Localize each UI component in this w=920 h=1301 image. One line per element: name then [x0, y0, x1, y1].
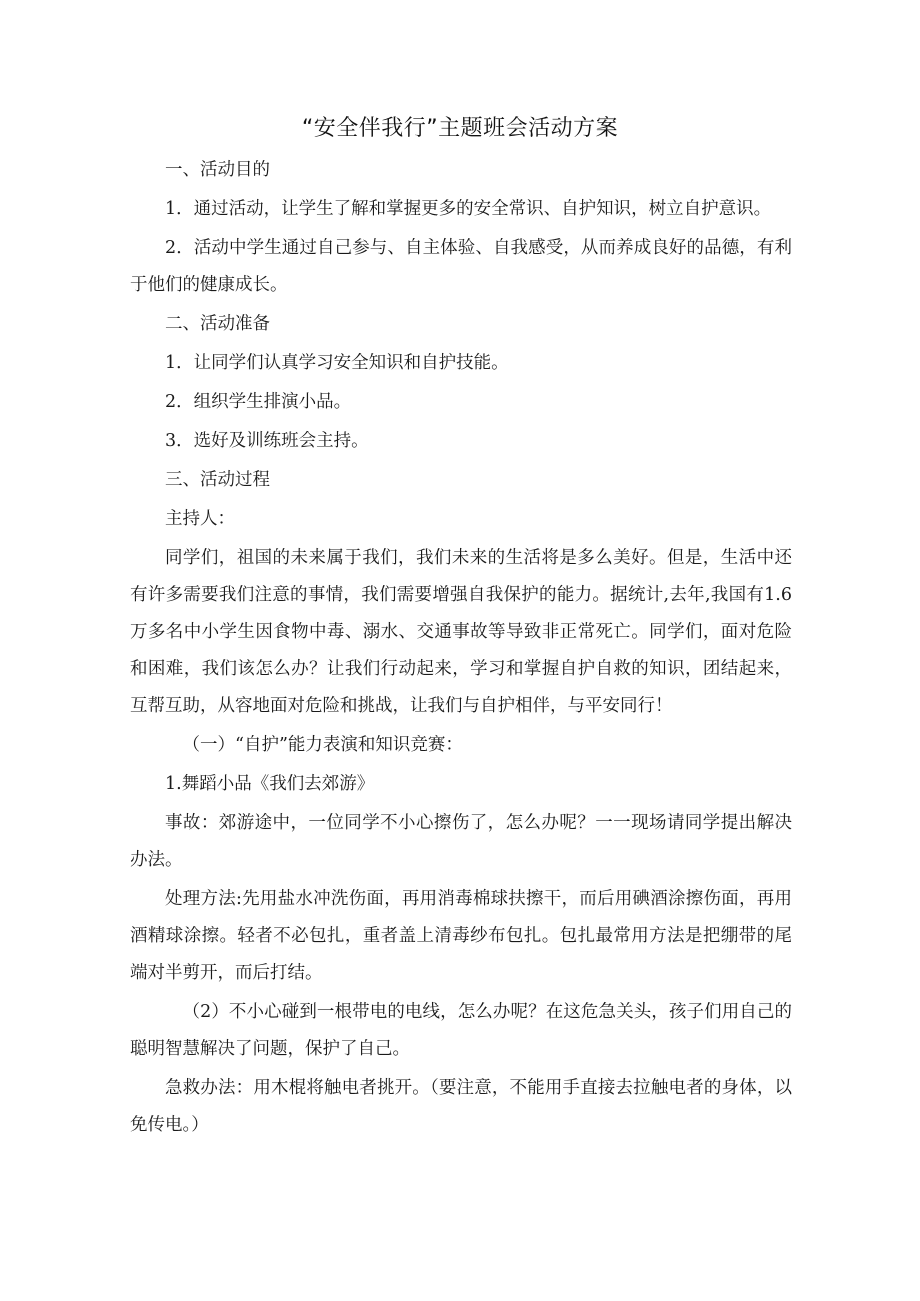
host-speech: 同学们，祖国的未来属于我们，我们未来的生活将是多么美好。但是，生活中还有许多需要我们注意的事情，我们需要增强自我保护的能力。据统计,去年,我国有1.6万多名中小学生因食物中毒、溺水、交通事故等导致非正常死亡。同学们，面对危险和困难，我们该怎么办？让我们行动起来，学习和掌握自护自救的知识，团结起来，互帮互助，从容地面对危险和挑战，让我们与自护相伴，与平安同行！ — [130, 548, 792, 716]
host-label: 主持人： — [165, 509, 235, 529]
treatment-method: 处理方法:先用盐水冲洗伤面，再用消毒棉球扶擦干，而后用碘酒涂擦伤面，再用酒精球涂擦。轻者不必包扎，重者盖上清毒纱布包扎。包扎最常用方法是把绷带的尾端对半剪开，而后打结。 — [130, 889, 792, 983]
document-body — [130, 152, 792, 1146]
section-heading-process: 三、活动过程 — [165, 470, 270, 490]
first-aid-method: 急救办法：用木棍将触电者挑开。（要注意，不能用手直接去拉触电者的身体，以免传电。） — [130, 1078, 792, 1135]
electric-wire-scenario: （2）不小心碰到一根带电的电线，怎么办呢？在这危急关头，孩子们用自己的聪明智慧解决了问题，保护了自己。 — [130, 1002, 792, 1059]
preparation-item-1: 1．让同学们认真学习安全知识和自护技能。 — [165, 353, 509, 373]
purpose-item-2: 2．活动中学生通过自己参与、自主体验、自我感受，从而养成良好的品德，有利于他们的健康成长。 — [130, 238, 792, 295]
accident-description: 事故：郊游途中，一位同学不小心擦伤了，怎么办呢？一一现场请同学提出解决办法。 — [130, 813, 792, 870]
document-title: “安全伴我行”主题班会活动方案 — [301, 116, 619, 141]
subsection-heading-self-protection: （一）“自护”能力表演和知识竞赛： — [182, 735, 463, 755]
skit-title: 1.舞蹈小品《我们去郊游》 — [165, 774, 375, 794]
purpose-item-1: 1．通过活动，让学生了解和掌握更多的安全常识、自护知识，树立自护意识。 — [165, 199, 772, 219]
preparation-item-3: 3．选好及训练班会主持。 — [165, 431, 369, 451]
section-heading-purpose: 一、活动目的 — [165, 160, 270, 180]
section-heading-preparation: 二、活动准备 — [165, 314, 270, 334]
preparation-item-2: 2．组织学生排演小品。 — [165, 392, 352, 412]
